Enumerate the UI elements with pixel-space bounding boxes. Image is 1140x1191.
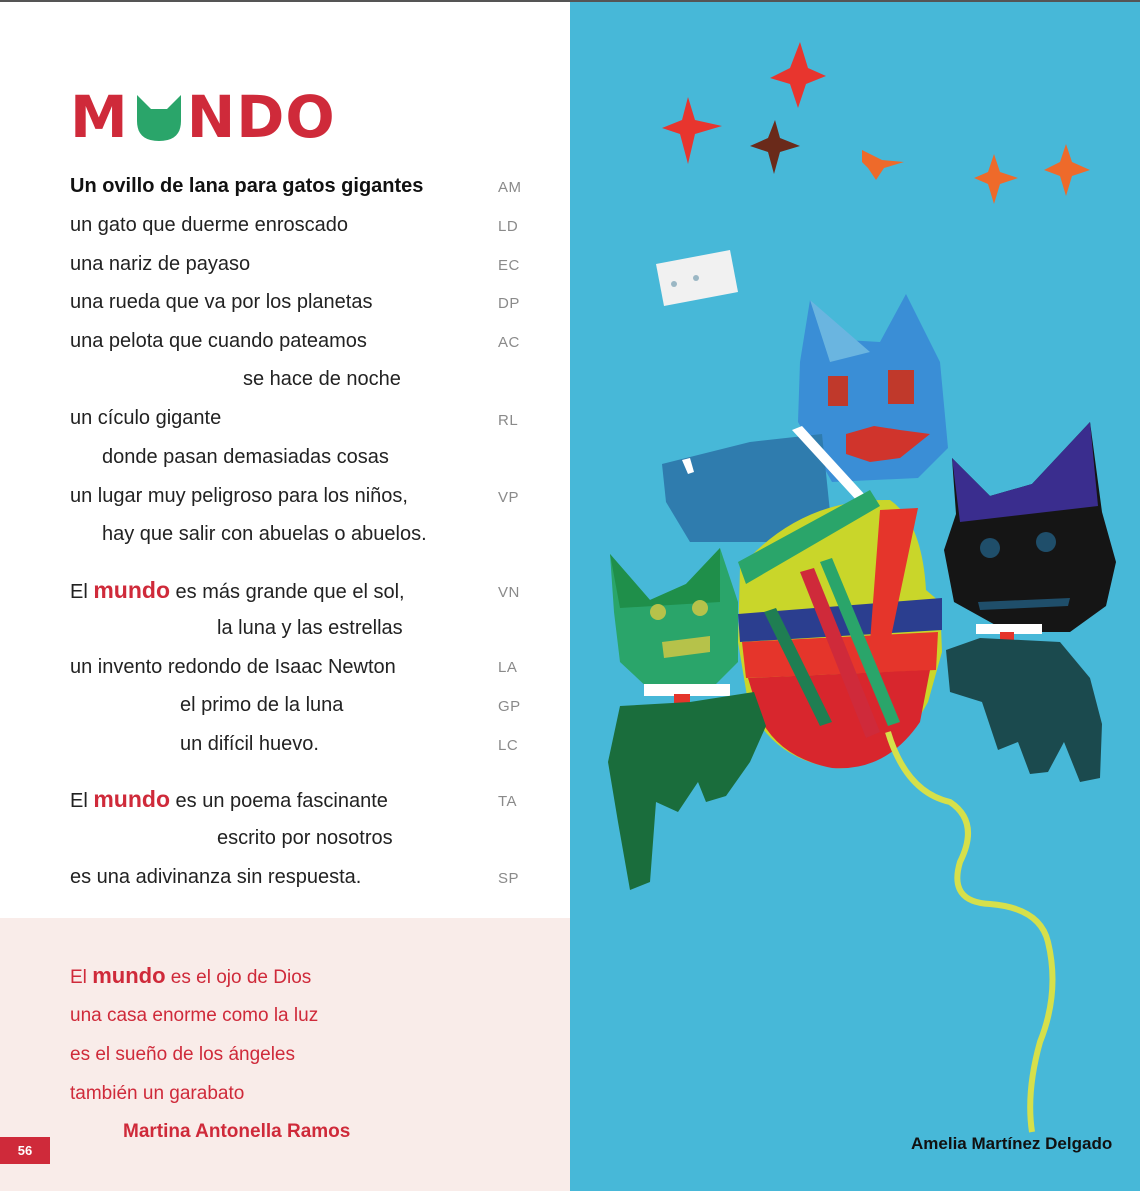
page-number: 56 <box>0 1137 50 1164</box>
author-code: LD <box>498 218 519 235</box>
poem-line: un lugar muy peligroso para los niños, <box>70 485 408 507</box>
poem-line: una pelota que cuando pateamos <box>70 330 367 352</box>
author-code: VP <box>498 489 520 506</box>
poem-line <box>70 787 388 813</box>
poem-line: un invento redondo de Isaac Newton <box>70 656 396 678</box>
poem-line <box>70 578 405 604</box>
featured-line: es el sueño de los ángeles <box>70 1044 295 1065</box>
author-code: EC <box>498 257 520 274</box>
author-code: RL <box>498 412 519 429</box>
title-letter-m: M <box>70 83 129 151</box>
cat-head-icon <box>133 91 185 143</box>
author-code: LA <box>498 659 518 676</box>
featured-line <box>70 964 311 990</box>
star-icon <box>750 120 800 174</box>
featured-line: una casa enorme como la luz <box>70 1005 319 1026</box>
line-prefix: El <box>70 967 93 988</box>
poem-line: hay que salir con abuelas o abuelos. <box>102 523 427 545</box>
star-icon <box>662 97 722 164</box>
page-title <box>70 82 336 152</box>
keyword-mundo: mundo <box>93 577 170 603</box>
keyword-mundo: mundo <box>93 786 170 812</box>
yarn-string <box>888 732 1053 1132</box>
poem-line: donde pasan demasiadas cosas <box>102 446 389 468</box>
author-code: DP <box>498 295 520 312</box>
illustrator-credit: Amelia Martínez Delgado <box>911 1134 1113 1153</box>
author-code: TA <box>498 793 518 810</box>
featured-line: también un garabato <box>70 1083 245 1104</box>
poem-line: un gato que duerme enroscado <box>70 214 348 236</box>
star-icon <box>974 154 1018 204</box>
illustration-panel <box>570 2 1140 1191</box>
line-prefix: El <box>70 790 94 812</box>
author-code: SP <box>498 870 520 887</box>
poem-line: Un ovillo de lana para gatos gigantes <box>70 175 424 197</box>
poem-line: se hace de noche <box>243 368 401 390</box>
poem-line: una rueda que va por los planetas <box>70 291 373 313</box>
author-code: VN <box>498 584 520 601</box>
author-code: LC <box>498 737 519 754</box>
title-letters-ndo: NDO <box>186 83 336 151</box>
cat-icon <box>662 294 948 542</box>
featured-author: Martina Antonella Ramos <box>123 1121 351 1142</box>
poem-line: el primo de la luna <box>180 694 344 716</box>
star-icon <box>862 150 904 180</box>
poem-line: es una adivinanza sin respuesta. <box>70 866 362 888</box>
poem-line: escrito por nosotros <box>217 827 393 849</box>
line-suffix: es un poema fascinante <box>170 790 388 812</box>
line-suffix: es más grande que el sol, <box>170 581 405 603</box>
line-prefix: El <box>70 581 94 603</box>
poem-line: un cículo gigante <box>70 407 222 429</box>
author-code: GP <box>498 698 521 715</box>
poem-line: un difícil huevo. <box>180 733 319 755</box>
poem-line: la luna y las estrellas <box>217 617 403 639</box>
star-icon <box>1044 144 1090 196</box>
author-code: AM <box>498 179 522 196</box>
keyword-mundo: mundo <box>92 963 166 988</box>
poem-line: una nariz de payaso <box>70 253 251 275</box>
cat-icon <box>944 422 1116 782</box>
line-suffix: es el ojo de Dios <box>165 967 312 988</box>
author-code: AC <box>498 334 520 351</box>
star-icon <box>770 42 826 108</box>
collage-illustration <box>570 2 1140 1191</box>
